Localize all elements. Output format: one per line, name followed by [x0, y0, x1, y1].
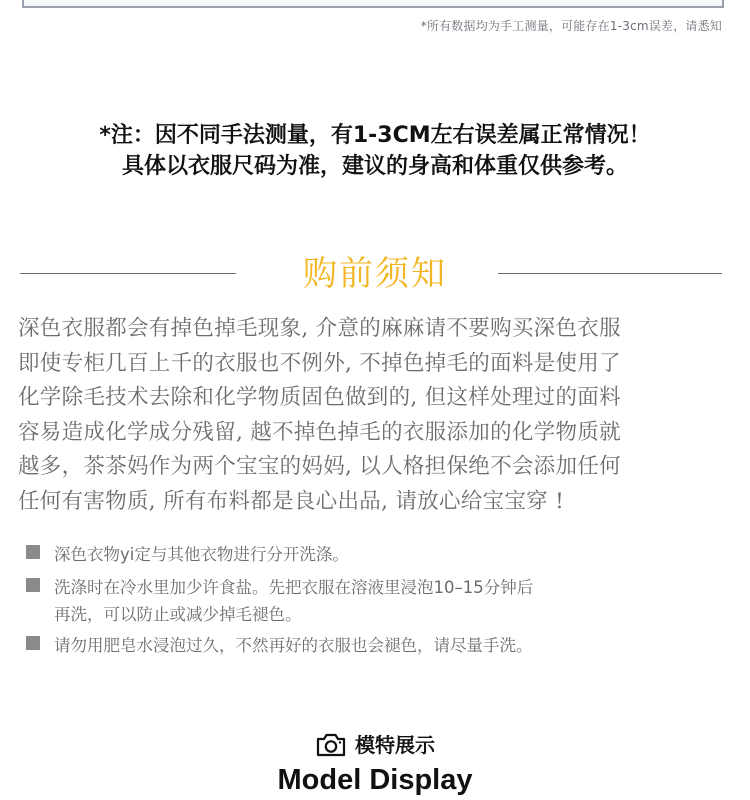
measurement-note: *所有数据均为手工测量，可能存在1-3cm误差，请悉知 [420, 19, 722, 33]
list-item [26, 574, 726, 628]
paragraph-line: 越多，茶茶妈作为两个宝宝的妈妈, 以人格担保绝不会添加任何 [18, 454, 621, 480]
camera-icon [315, 732, 347, 758]
washing-tips-list [26, 541, 726, 662]
square-bullet-icon [26, 636, 40, 650]
disclaimer-line: 具体以衣服尺码为准，建议的身高和体重仅供参考。 [121, 154, 628, 179]
tip-text: 再洗，可以防止或减少掉毛褪色。 [54, 605, 302, 624]
model-display-heading [0, 730, 750, 760]
tip-text: 请勿用肥皂水浸泡过久，不然再好的衣服也会褪色，请尽量手洗。 [54, 636, 533, 655]
tip-text: 洗涤时在冷水里加少许食盐。先把衣服在溶液里浸泡10–15分钟后 [54, 578, 534, 597]
tip-text: 深色衣物yi定与其他衣物进行分开洗涤。 [54, 545, 349, 564]
model-display-title-cn: 模特展示 [355, 733, 435, 757]
list-item [26, 632, 726, 660]
paragraph-line: 即使专柜几百上千的衣服也不例外, 不掉色掉毛的面料是使用了 [18, 350, 621, 376]
square-bullet-icon [26, 578, 40, 592]
disclaimer-line: *注：因不同手法测量，有1-3CM左右误差属正常情况！ [99, 123, 651, 148]
square-bullet-icon [26, 545, 40, 559]
paragraph-line: 容易造成化学成分残留, 越不掉色掉毛的衣服添加的化学物质就 [18, 419, 621, 445]
model-display-title-en: Model Display [277, 764, 473, 796]
size-table-bottom-frame [22, 0, 724, 8]
paragraph-line: 化学除毛技术去除和化学物质固色做到的, 但这样处理过的面料 [18, 385, 621, 411]
measurement-disclaimer [0, 120, 750, 182]
paragraph-line: 深色衣服都会有掉色掉毛现象, 介意的麻麻请不要购买深色衣服 [18, 316, 621, 341]
section-title: 购前须知 [303, 254, 447, 294]
list-item [26, 541, 726, 569]
paragraph-line: 任何有害物质, 所有布料都是良心出品, 请放心给宝宝穿 ! [18, 488, 565, 514]
purchase-notice-paragraph [18, 312, 738, 520]
section-divider-right [498, 273, 722, 274]
